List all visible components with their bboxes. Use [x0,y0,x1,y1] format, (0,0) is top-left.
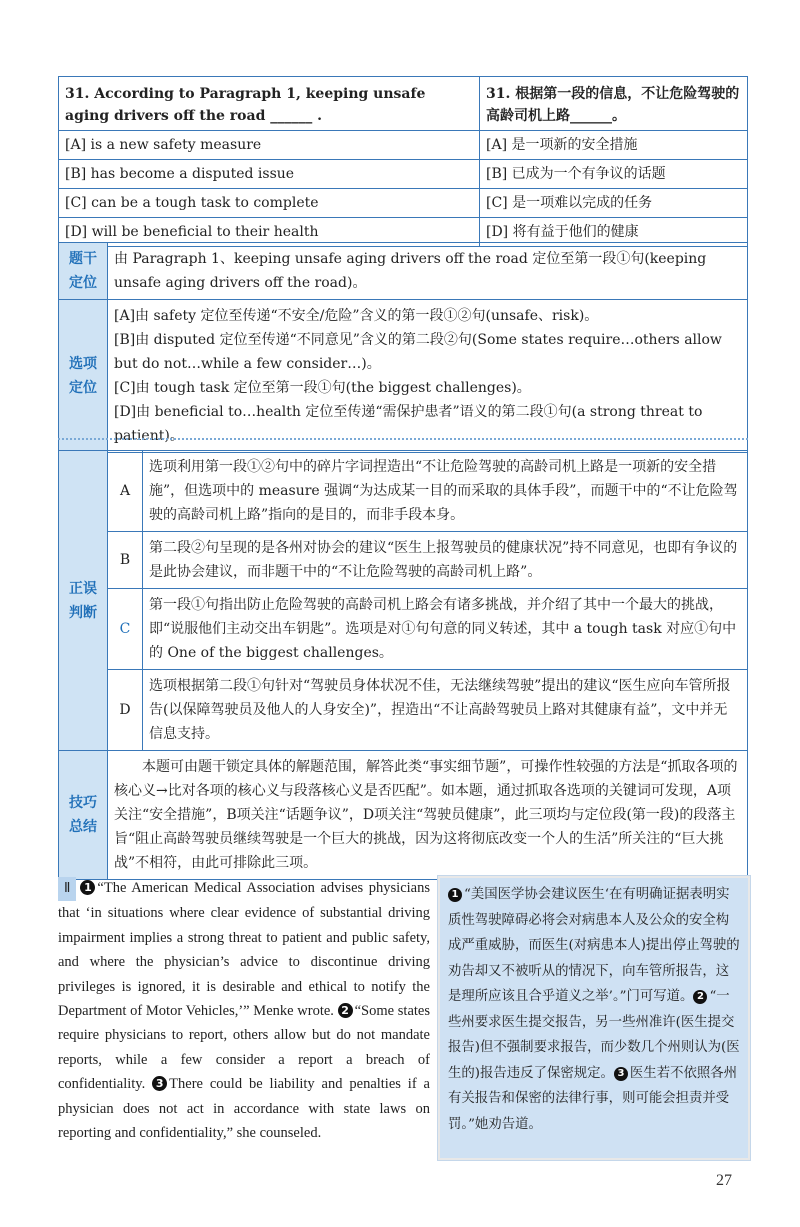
english-passage [58,876,430,1145]
option-a-cn: [A] 是一项新的安全措施 [480,131,748,160]
translation-3: 医生若不依照各州有关报告和保密的法律行事，则可能会担责并受罚。”她劝告道。 [448,1065,738,1132]
translation-1-marker: 1 [448,888,462,902]
option-locate-line: [A]由 safety 定位至传递“不安全/危险”含义的第一段①②句(unsafe、risk)。 [114,308,599,324]
option-a-en: [A] is a new safety measure [59,131,480,160]
judgment-label: 正误判断 [59,451,108,751]
option-locate-line: [C]由 tough task 定位至第一段①句(the biggest challenges)。 [114,380,531,396]
sentence-3-marker: 3 [152,1076,167,1091]
translation-1: “美国医学协会建议医生‘在有明确证据表明实质性驾驶障碍必将会对病患本人及公众的安全构成严重威胁，而医生(对病患本人)提出停止驾驶的劝告却又不被听从的情况下，向车管所报告，这是理所应该且合乎道义之举’。”门可写道。 [448,887,740,1004]
question-stem-cn: 31. 根据第一段的信息，不让危险驾驶的高龄司机上路______。 [480,77,748,131]
sentence-2-marker: 2 [338,1003,353,1018]
passage-sentence-1: “The American Medical Association advises physicians that ‘in situations where clear evidence of substantial driving impairment implies a strong threat to patient and public safety, and where the physician’s advice to discontinue driving privileges is ignored, it is desirable and ethical to notify the Department of Motor Vehicles,’” Menke wrote. [58,880,430,1020]
question-stem-en: 31. According to Paragraph 1, keeping unsafe aging drivers off the road ______ . [59,77,480,131]
stem-locate-text: 由 Paragraph 1、keeping unsafe aging drivers off the road 定位至第一段①句(keeping unsafe aging drivers off the road)。 [108,243,748,300]
judgment-table [58,450,748,880]
question-table [58,76,748,247]
option-locate-line: [D]由 beneficial to…health 定位至传递“需保护患者”语义的第二段①句(a strong threat to patient)。 [114,404,703,444]
option-locate-label: 选项定位 [59,300,108,453]
judgment-option-b: B [108,532,143,589]
translation-2-marker: 2 [693,990,707,1004]
judgment-option-c: C [108,589,143,670]
judgment-text-b: 第二段②句呈现的是各州对协会的建议“医生上报驾驶员的健康状况”持不同意见，也即有争议的是此协会建议，而非题干中的“不让危险驾驶的高龄司机上路”。 [143,532,748,589]
judgment-text-d: 选项根据第二段①句针对“驾驶员身体状况不佳，无法继续驾驶”提出的建议“医生应向车管所报告(以保障驾驶员及他人的人身安全)”，捏造出“不让高龄驾驶员上路对其健康有益”，文中并无信息支持。 [143,670,748,751]
judgment-option-d: D [108,670,143,751]
judgment-text-a: 选项利用第一段①②句中的碎片字词捏造出“不让危险驾驶的高龄司机上路是一项新的安全措施”，但选项中的 measure 强调“为达成某一目的而采取的具体手段”，而题干中的“不让危险驾驶的高龄司机上路”指向的是目的，而非手段本身。 [143,451,748,532]
judgment-text-c: 第一段①句指出防止危险驾驶的高龄司机上路会有诸多挑战，并介绍了其中一个最大的挑战，即“说服他们主动交出车钥匙”。选项是对①句句意的同义转述，其中 a tough task 对应①句中的 One of the biggest challenges。 [143,589,748,670]
summary-label: 技巧总结 [59,751,108,880]
paragraph-number: Ⅱ [58,877,76,901]
dotted-divider [58,438,748,440]
option-b-cn: [B] 已成为一个有争议的话题 [480,160,748,189]
option-b-en: [B] has become a disputed issue [59,160,480,189]
page-number: 27 [716,1172,732,1189]
locate-table [58,242,748,453]
option-locate-line: [B]由 disputed 定位至传递“不同意见”含义的第二段②句(Some states require…others allow but do not…while a few consider…)。 [114,332,722,372]
sentence-1-marker: 1 [80,880,95,895]
option-c-en: [C] can be a tough task to complete [59,189,480,218]
option-c-cn: [C] 是一项难以完成的任务 [480,189,748,218]
option-d-cn: [D] 将有益于他们的健康 [480,218,748,247]
translation-3-marker: 3 [614,1067,628,1081]
judgment-option-a: A [108,451,143,532]
passage-sentence-3: There could be liability and penalties if a physician does not act in accordance with state laws on reporting and confidentiality,” she counseled. [58,1076,430,1142]
translation-box [438,876,750,1160]
option-d-en: [D] will be beneficial to their health [59,218,480,247]
passage-sentence-2: “Some states require physicians to report, others allow but do not mandate reports, while a few consider a report a breach of confidentiality. [58,1003,431,1093]
option-locate-content [108,300,748,453]
summary-text: 本题可由题干锁定具体的解题范围，解答此类“事实细节题”，可操作性较强的方法是“抓取各项的核心义→比对各项的核心义与段落核心义是否匹配”。如本题，通过抓取各选项的关键词可发现，A项关注“安全措施”，B项关注“话题争议”，D项关注“驾驶员健康”，此三项均与定位段(第一段)的段落主旨“阻止高龄驾驶员继续驾驶是一个巨大的挑战，因为这将彻底改变一个人的生活”所关注的“巨大挑战”不相符，由此可排除此三项。 [108,751,748,880]
translation-2: “一些州要求医生提交报告，另一些州准许(医生提交报告)但不强制要求报告，而少数几个州则认为(医生的)报告违反了保密规定。 [448,989,740,1081]
stem-locate-label: 题干定位 [59,243,108,300]
